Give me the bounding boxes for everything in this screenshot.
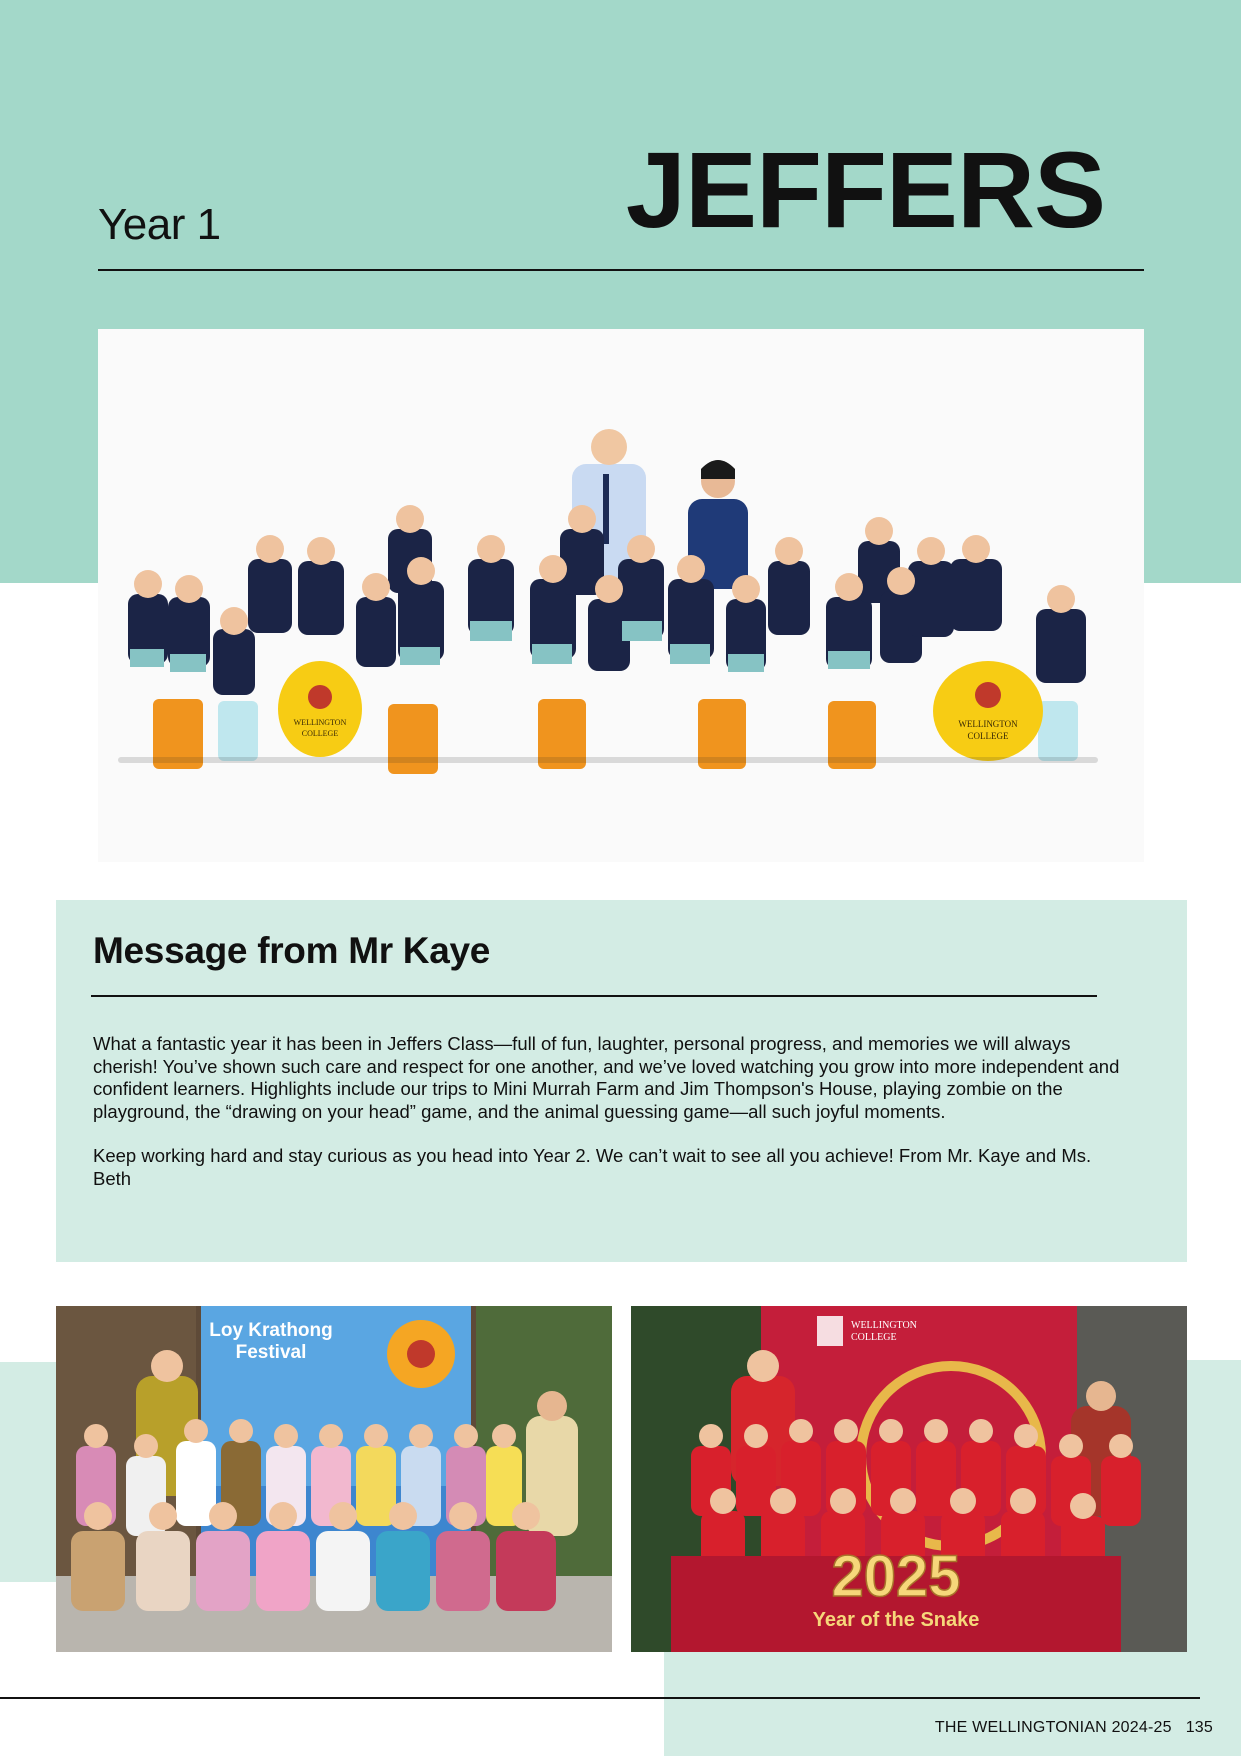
decorative-band-left xyxy=(0,1362,56,1582)
svg-text:WELLINGTON: WELLINGTON xyxy=(958,719,1018,729)
wellington-banner-right xyxy=(933,661,1043,761)
class-title: JEFFERS xyxy=(625,129,1105,250)
year-of-the-snake-caption: Year of the Snake xyxy=(812,1609,980,1631)
message-divider xyxy=(91,995,1097,997)
college-brand-text: WELLINGTON xyxy=(851,1320,917,1331)
year-2025-text: 2025 xyxy=(831,1544,961,1609)
wellington-banner-left xyxy=(278,661,362,757)
footer-background-block xyxy=(664,1652,1241,1756)
publication-title: THE WELLINGTONIAN 2024-25 xyxy=(934,1719,1172,1736)
festival-banner-text: Loy Krathong xyxy=(209,1320,333,1341)
message-paragraph: What a fantastic year it has been in Jeffers Class—full of fun, laughter, personal progress, and memories we will always cherish! You’ve shown such care and respect for one another, and we’ve loved watching you grow into more independent and confident learners. Highlights include our trips to Mini Murrah Farm and Jim Thompson's House, playing zombie on the playground, the “drawing on your head” game, and the animal guessing game—all such joyful moments. xyxy=(93,1033,1120,1122)
message-paragraph: Keep working hard and stay curious as you head into Year 2. We can’t wait to see all you achieve! From Mr. Kaye and Ms. Beth xyxy=(93,1145,1092,1189)
loy-krathong-photo xyxy=(56,1306,612,1652)
year-label: Year 1 xyxy=(98,200,221,249)
message-body xyxy=(93,1033,1133,1213)
svg-text:WELLINGTON: WELLINGTON xyxy=(293,718,347,727)
college-brand-text: COLLEGE xyxy=(851,1332,897,1343)
svg-text:COLLEGE: COLLEGE xyxy=(301,729,339,738)
festival-banner-text: Festival xyxy=(235,1342,307,1363)
page-number: 135 xyxy=(1185,1719,1213,1736)
message-heading: Message from Mr Kaye xyxy=(93,930,491,971)
page-footer xyxy=(935,1719,1213,1737)
decorative-band-right xyxy=(1187,1360,1241,1660)
class-group-photo xyxy=(98,329,1144,862)
message-panel xyxy=(56,900,1187,1262)
footer-divider xyxy=(0,1697,1200,1699)
year-of-the-snake-photo xyxy=(631,1306,1187,1652)
svg-text:COLLEGE: COLLEGE xyxy=(967,731,1009,741)
title-divider xyxy=(98,269,1144,271)
